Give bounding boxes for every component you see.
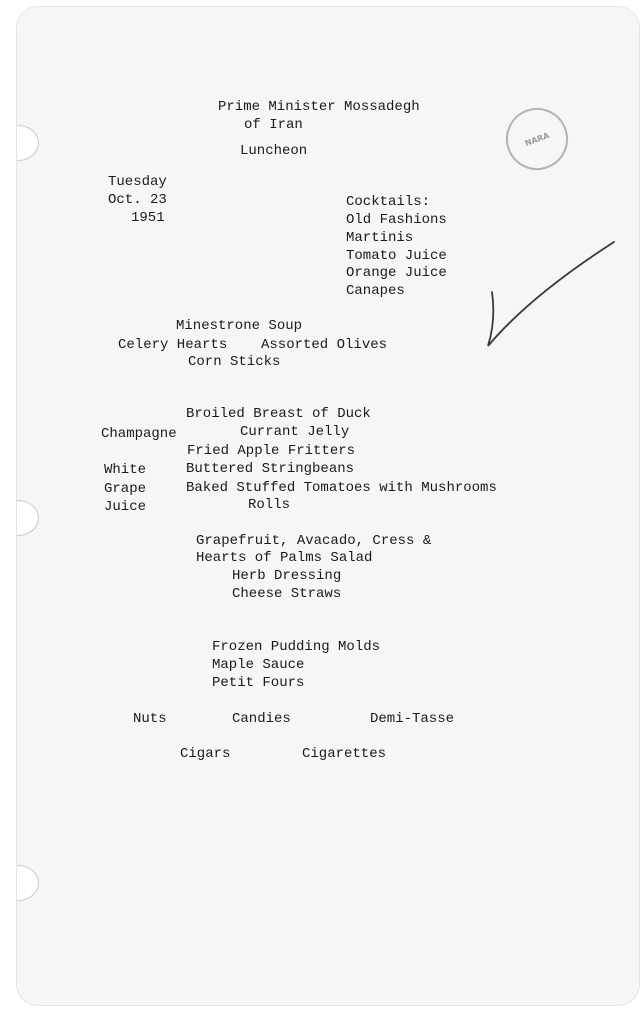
main-item: Buttered Stringbeans	[186, 461, 355, 477]
main-item: Rolls	[248, 497, 291, 513]
beverage-item: Champagne	[101, 426, 177, 442]
punch-hole-icon	[16, 500, 39, 536]
demitasse-item: Demi-Tasse	[370, 711, 455, 727]
main-item: Currant Jelly	[240, 424, 350, 440]
main-item: Broiled Breast of Duck	[186, 406, 371, 422]
header-subtitle: of Iran	[244, 117, 303, 133]
beverage-item: White	[104, 462, 147, 478]
olives-item: Assorted Olives	[261, 337, 388, 353]
salad-item: Grapefruit, Avacado, Cress &	[196, 533, 432, 549]
dessert-item: Frozen Pudding Molds	[212, 639, 381, 655]
cocktail-item: Tomato Juice	[346, 248, 447, 264]
date-year: 1951	[131, 210, 165, 226]
main-item: Fried Apple Fritters	[187, 443, 356, 459]
punch-hole-icon	[16, 865, 39, 901]
archive-stamp-icon: NARA	[497, 99, 576, 178]
salad-item: Cheese Straws	[232, 586, 342, 602]
cocktail-item: Old Fashions	[346, 212, 447, 228]
punch-hole-icon	[16, 125, 39, 161]
cocktail-item: Orange Juice	[346, 265, 447, 281]
date-day: Tuesday	[108, 174, 167, 190]
cocktails-heading: Cocktails:	[346, 194, 431, 210]
meal-name: Luncheon	[240, 143, 308, 159]
salad-item: Herb Dressing	[232, 568, 342, 584]
cocktail-item: Canapes	[346, 283, 405, 299]
beverage-item: Grape	[104, 481, 147, 497]
candies-item: Candies	[232, 711, 291, 727]
header-title: Prime Minister Mossadegh	[218, 99, 420, 115]
cocktail-item: Martinis	[346, 230, 414, 246]
soup-item: Minestrone Soup	[176, 318, 303, 334]
cigars-item: Cigars	[180, 746, 231, 762]
cigarettes-item: Cigarettes	[302, 746, 387, 762]
main-item: Baked Stuffed Tomatoes with Mushrooms	[186, 480, 497, 496]
date-month: Oct. 23	[108, 192, 167, 208]
nuts-item: Nuts	[133, 711, 167, 727]
beverage-item: Juice	[104, 499, 147, 515]
dessert-item: Petit Fours	[212, 675, 305, 691]
dessert-item: Maple Sauce	[212, 657, 305, 673]
celery-item: Celery Hearts	[118, 337, 228, 353]
checkmark-icon	[480, 236, 620, 352]
salad-item: Hearts of Palms Salad	[196, 550, 373, 566]
corn-item: Corn Sticks	[188, 354, 281, 370]
